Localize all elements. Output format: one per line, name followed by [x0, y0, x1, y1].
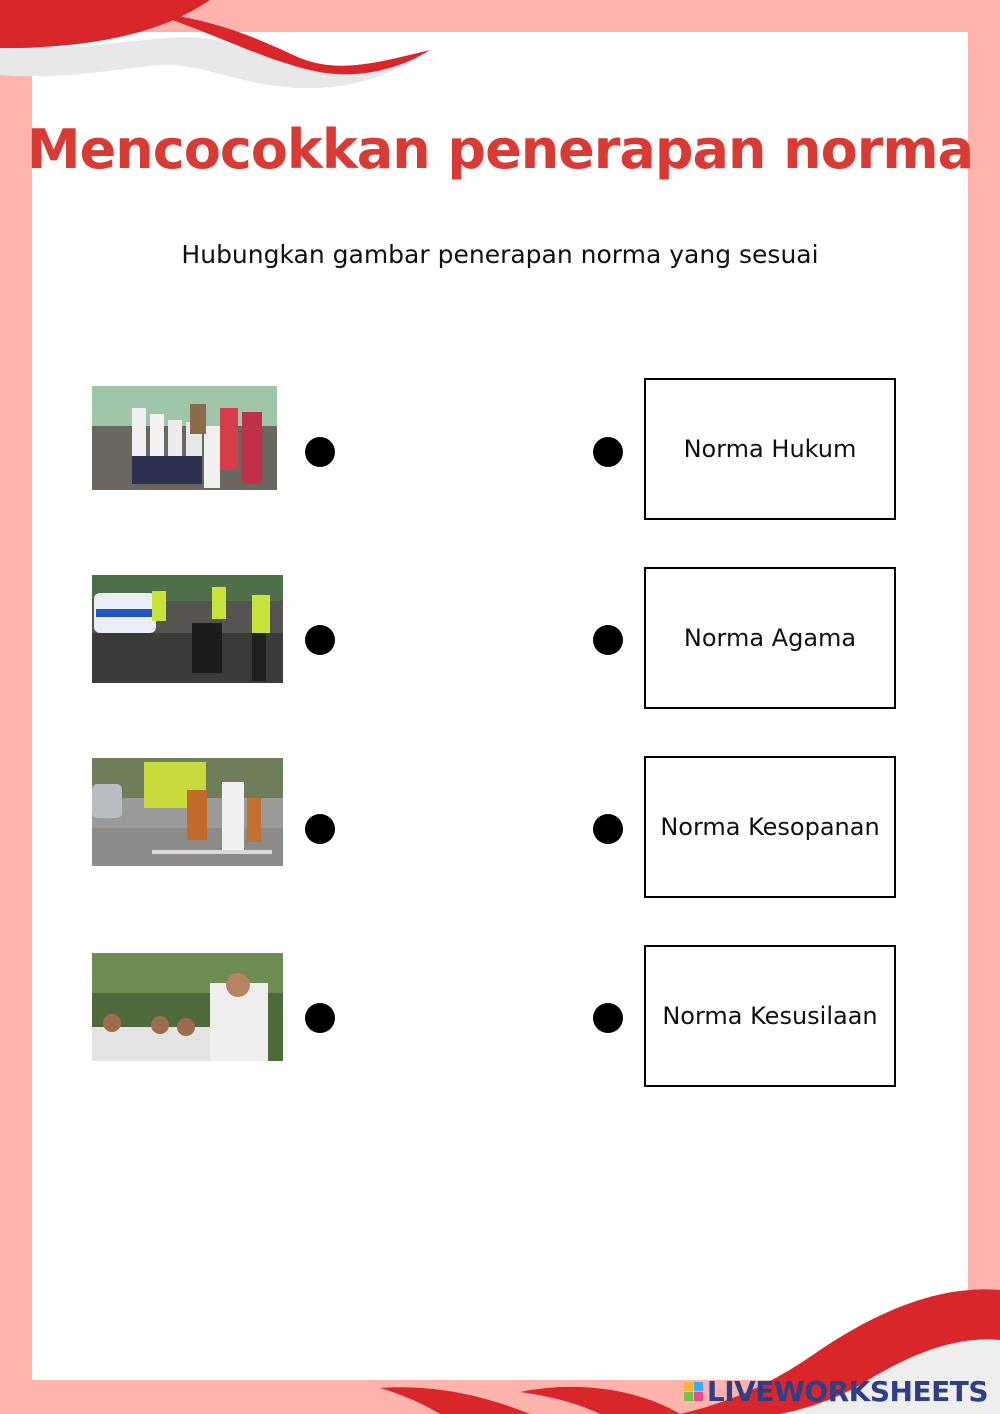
answer-box-norma-agama[interactable]	[644, 567, 896, 709]
right-connection-dot-1[interactable]	[593, 437, 623, 467]
flag-ribbon-top-left	[0, 0, 440, 100]
left-connection-dot-4[interactable]	[305, 1003, 335, 1033]
answer-box-norma-kesusilaan[interactable]	[644, 945, 896, 1087]
left-connection-dot-1[interactable]	[305, 437, 335, 467]
page-title: Mencocokkan penerapan norma	[26, 118, 974, 181]
right-connection-dot-3[interactable]	[593, 814, 623, 844]
people-praying-ceremony-photo	[92, 953, 283, 1061]
police-traffic-checkpoint-photo	[92, 575, 283, 683]
left-connection-dot-3[interactable]	[305, 814, 335, 844]
liveworksheets-logo-icon	[684, 1382, 703, 1401]
answer-box-norma-kesopanan[interactable]	[644, 756, 896, 898]
watermark-text: LIVEWORKSHEETS	[706, 1375, 988, 1408]
children-crossing-street-photo	[92, 758, 283, 866]
right-connection-dot-2[interactable]	[593, 625, 623, 655]
instruction-text: Hubungkan gambar penerapan norma yang sesuai	[181, 240, 819, 269]
answer-label: Norma Hukum	[683, 435, 857, 463]
answer-label: Norma Agama	[683, 624, 857, 652]
answer-label: Norma Kesusilaan	[662, 1002, 878, 1030]
right-connection-dot-4[interactable]	[593, 1003, 623, 1033]
left-connection-dot-2[interactable]	[305, 625, 335, 655]
students-greeting-teachers-photo	[92, 386, 277, 490]
liveworksheets-watermark	[684, 1375, 988, 1408]
answer-label: Norma Kesopanan	[660, 813, 880, 841]
answer-box-norma-hukum[interactable]	[644, 378, 896, 520]
